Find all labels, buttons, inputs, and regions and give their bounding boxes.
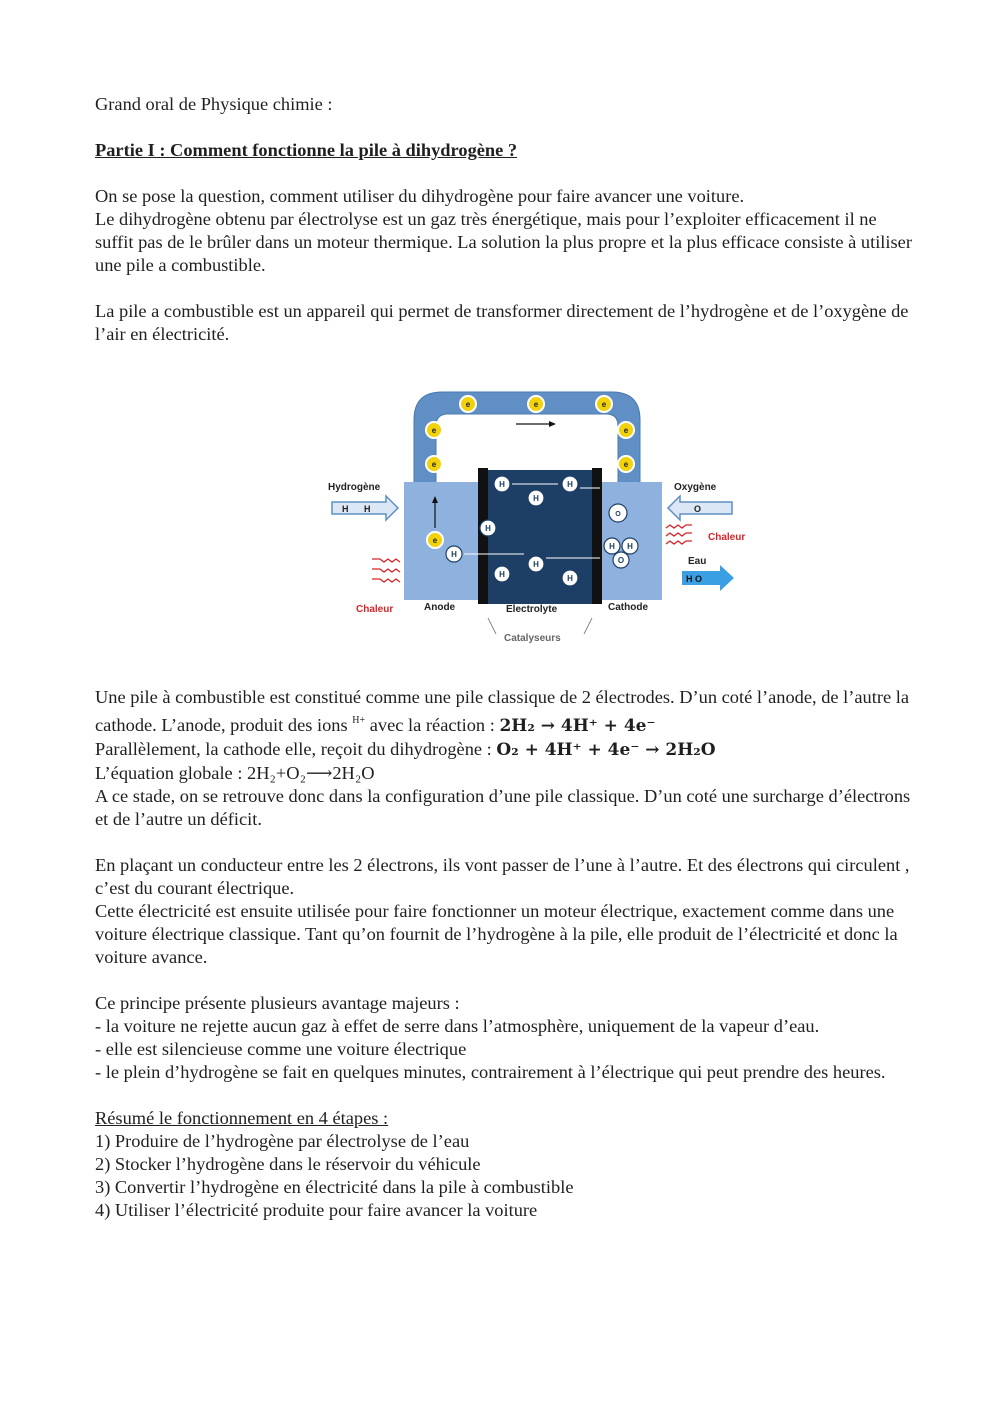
cathode-equation: O₂ + 4H⁺ + 4e⁻ → 2H₂O	[496, 740, 716, 760]
advantages-intro: Ce principe présente plusieurs avantage majeurs :	[95, 993, 460, 1013]
h2o-label: H O	[686, 574, 703, 584]
summary-step: 3) Convertir l’hydrogène en électricité dans la pile à combustible	[95, 1177, 574, 1197]
hydrogen-label: Hydrogène	[328, 482, 381, 493]
definition-paragraph: La pile a combustible est un appareil qui permet de transformer directement de l’hydrogène et de l’oxygène de l’air en électricité.	[95, 301, 909, 344]
proton-label: H	[533, 494, 539, 503]
section2-line2: Parallèlement, la cathode elle, reçoit du dihydrogène :	[95, 739, 492, 759]
heat-left-label: Chaleur	[356, 604, 394, 615]
section2-paragraph	[95, 686, 915, 738]
section2-line1: Une pile à combustible est constitué comme une pile classique de 2 électrodes. D’un coté l’anode, de l’autre la cathode. L’anode, produit des ions	[95, 687, 910, 735]
anode-label: Anode	[424, 602, 456, 613]
proton-label: H	[567, 574, 573, 583]
heat-right-waves	[666, 525, 692, 544]
section-title: Partie I : Comment fonctionne la pile à dihydrogène ?	[95, 140, 518, 160]
proton-label: H	[485, 524, 491, 533]
water-label: Eau	[688, 556, 707, 567]
section2-line1b: avec la réaction :	[369, 715, 495, 735]
heat-right-label: Chaleur	[708, 532, 746, 543]
water-o-label: O	[617, 556, 625, 565]
oxygen-label: Oxygène	[674, 482, 717, 493]
proton-label: H	[533, 560, 539, 569]
section3-paragraph-1: En plaçant un conducteur entre les 2 électrons, ils vont passer de l’une à l’autre. Et des électrons qui circulent , c’est du courant électrique.	[95, 855, 910, 898]
electrolyte-label: Electrolyte	[506, 604, 558, 615]
anode-equation: 2H₂ → 4H⁺ + 4e⁻	[499, 716, 656, 736]
proton-label: H	[567, 480, 573, 489]
intro-paragraph-1: On se pose la question, comment utiliser du dihydrogène pour faire avancer une voiture.	[95, 186, 745, 206]
water-h-label: H	[627, 542, 633, 551]
proton-label: H	[499, 570, 505, 579]
o2-label: O	[694, 504, 702, 514]
catalysts-label: Catalyseurs	[504, 633, 561, 644]
advantage-item: - le plein d’hydrogène se fait en quelques minutes, contrairement à l’électrique qui peut prendre des heures.	[95, 1062, 886, 1082]
cathode-label: Cathode	[608, 602, 648, 613]
anode-chamber	[404, 482, 484, 600]
electron-label: e	[431, 460, 437, 469]
proton-label: H	[499, 480, 505, 489]
fuel-cell-svg	[328, 378, 768, 668]
section3-paragraph-2: Cette électricité est ensuite utilisée pour faire fonctionner un moteur électrique, exactement comme dans une voiture électrique classique. Tant qu’on fournit de l’hydrogène à la pile, elle produit de l’électricité et donc la voiture avance.	[95, 901, 898, 967]
ion-superscript: H+	[352, 715, 366, 726]
electron-label: e	[432, 536, 438, 545]
electron-label: e	[601, 400, 607, 409]
advantage-item: - la voiture ne rejette aucun gaz à effet de serre dans l’atmosphère, uniquement de la vapeur d’eau.	[95, 1016, 820, 1036]
electron-label: e	[623, 426, 629, 435]
summary-step: 1) Produire de l’hydrogène par électrolyse de l’eau	[95, 1131, 470, 1151]
summary-title: Résumé le fonctionnement en 4 étapes :	[95, 1108, 389, 1128]
fuel-cell-diagram	[328, 378, 768, 668]
document-header: Grand oral de Physique chimie :	[95, 94, 333, 114]
intro-paragraph-2: Le dihydrogène obtenu par électrolyse est un gaz très énergétique, mais pour l’exploiter efficacement il ne suffit pas de le brûler dans un moteur thermique. La solution la plus propre et la plus efficace consiste à utiliser une pile a combustible.	[95, 209, 912, 275]
h2-label-1: H	[342, 504, 349, 514]
summary-step: 4) Utiliser l’électricité produite pour faire avancer la voiture	[95, 1200, 538, 1220]
electron-label: e	[465, 400, 471, 409]
section2-line4: A ce stade, on se retrouve donc dans la configuration d’une pile classique. D’un coté une surcharge d’électrons et de l’autre un déficit.	[95, 786, 911, 829]
global-equation: L’équation globale : 2H₂+O₂⟶2H₂O	[95, 763, 375, 783]
electron-label: e	[533, 400, 539, 409]
electron-label: e	[431, 426, 437, 435]
advantage-item: - elle est silencieuse comme une voiture électrique	[95, 1039, 467, 1059]
document-page	[95, 93, 915, 1222]
oxide-ion-label: O	[615, 511, 621, 518]
summary-step: 2) Stocker l’hydrogène dans le réservoir du véhicule	[95, 1154, 481, 1174]
h2-label-2: H	[364, 504, 371, 514]
heat-left-waves	[372, 559, 400, 582]
electron-label: e	[623, 460, 629, 469]
water-h-label: H	[609, 542, 615, 551]
proton-label: H	[451, 550, 457, 559]
section2-line2-wrap	[95, 738, 915, 762]
